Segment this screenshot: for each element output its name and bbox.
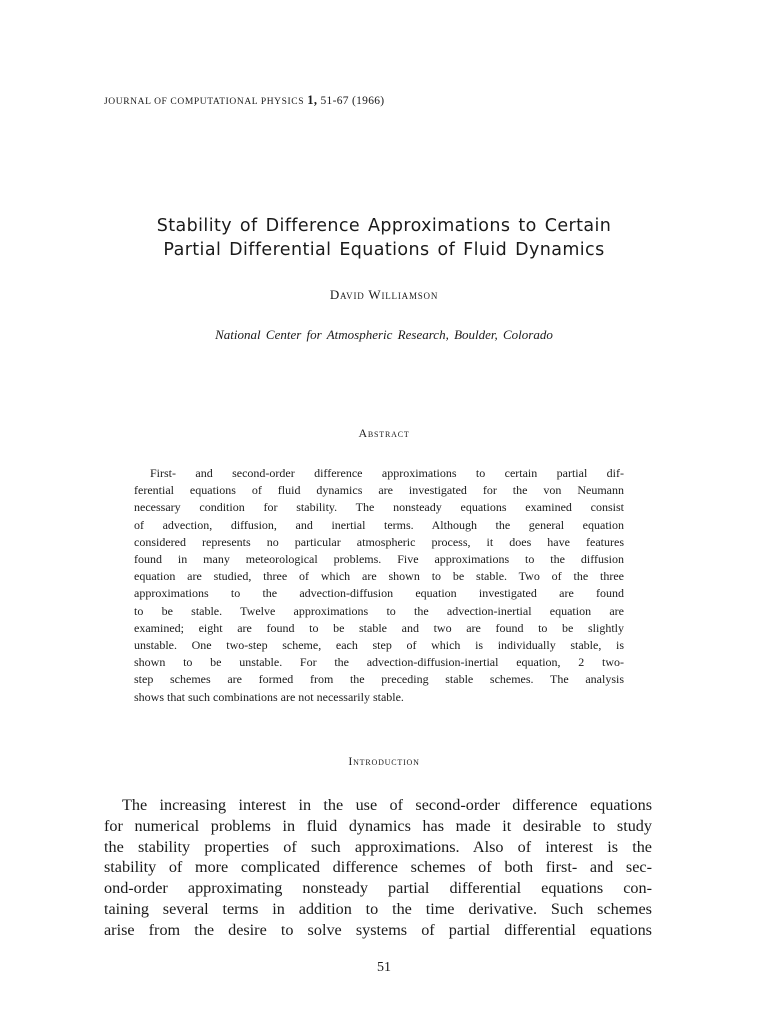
introduction-line: for numerical problems in fluid dynamics has made it desirable to study: [104, 816, 652, 835]
journal-pages-year: 51-67 (1966): [320, 95, 385, 107]
introduction-line: stability of more complicated difference schemes of both first- and sec-: [104, 858, 652, 877]
journal-header: [104, 93, 384, 108]
abstract-line: equation are studied, three of which are shown to be stable. Two of the three: [134, 569, 624, 584]
introduction-body: [104, 795, 652, 941]
abstract-line: necessary condition for stability. The nonsteady equations examined consist: [134, 500, 624, 515]
paper-affiliation: National Center for Atmospheric Research, Boulder, Colorado: [215, 327, 553, 342]
abstract-heading: Abstract: [358, 426, 410, 440]
introduction-line: ond-order approximating nonsteady partial differential equations con-: [104, 879, 652, 898]
journal-volume: 1,: [307, 93, 318, 107]
abstract-line: shown to be unstable. For the advection-diffusion-inertial equation, 2 two-: [134, 655, 624, 670]
abstract-line: ferential equations of fluid dynamics are investigated for the von Neumann: [134, 483, 624, 498]
abstract-line: approximations to the advection-diffusion equation investigated are found: [134, 586, 624, 601]
abstract-line: First- and second-order difference approximations to certain partial dif-: [150, 466, 624, 480]
abstract-line: unstable. One two-step scheme, each step of which is individually stable, is: [134, 638, 624, 653]
paper-author: David Williamson: [329, 287, 439, 302]
paper-title: [0, 214, 768, 262]
paper-title-line-2: Partial Differential Equations of Fluid Dynamics: [163, 240, 605, 260]
journal-name: JOURNAL OF COMPUTATIONAL PHYSICS: [104, 97, 305, 107]
abstract-line: shows that such combinations are not necessarily stable.: [134, 689, 404, 704]
introduction-line: taining several terms in addition to the time derivative. Such schemes: [104, 899, 652, 918]
introduction-heading: Introduction: [348, 754, 420, 768]
abstract-line: to be stable. Twelve approximations to the advection-inertial equation are: [134, 603, 624, 618]
paper-title-line-1: Stability of Difference Approximations to Certain: [156, 216, 612, 236]
introduction-line: The increasing interest in the use of second-order difference equations: [122, 796, 652, 814]
abstract-line: of advection, diffusion, and inertial terms. Although the general equation: [134, 517, 624, 532]
abstract-line: examined; eight are found to be stable and two are found to be slightly: [134, 620, 624, 635]
abstract-body: [134, 465, 624, 706]
abstract-line: found in many meteorological problems. Five approximations to the diffusion: [134, 552, 624, 567]
page-number: 51: [377, 960, 391, 975]
abstract-line: step schemes are formed from the preceding stable schemes. The analysis: [134, 672, 624, 687]
introduction-line: the stability properties of such approximations. Also of interest is the: [104, 837, 652, 856]
abstract-line: considered represents no particular atmospheric process, it does have features: [134, 534, 624, 549]
introduction-line: arise from the desire to solve systems of partial differential equations: [104, 920, 652, 939]
